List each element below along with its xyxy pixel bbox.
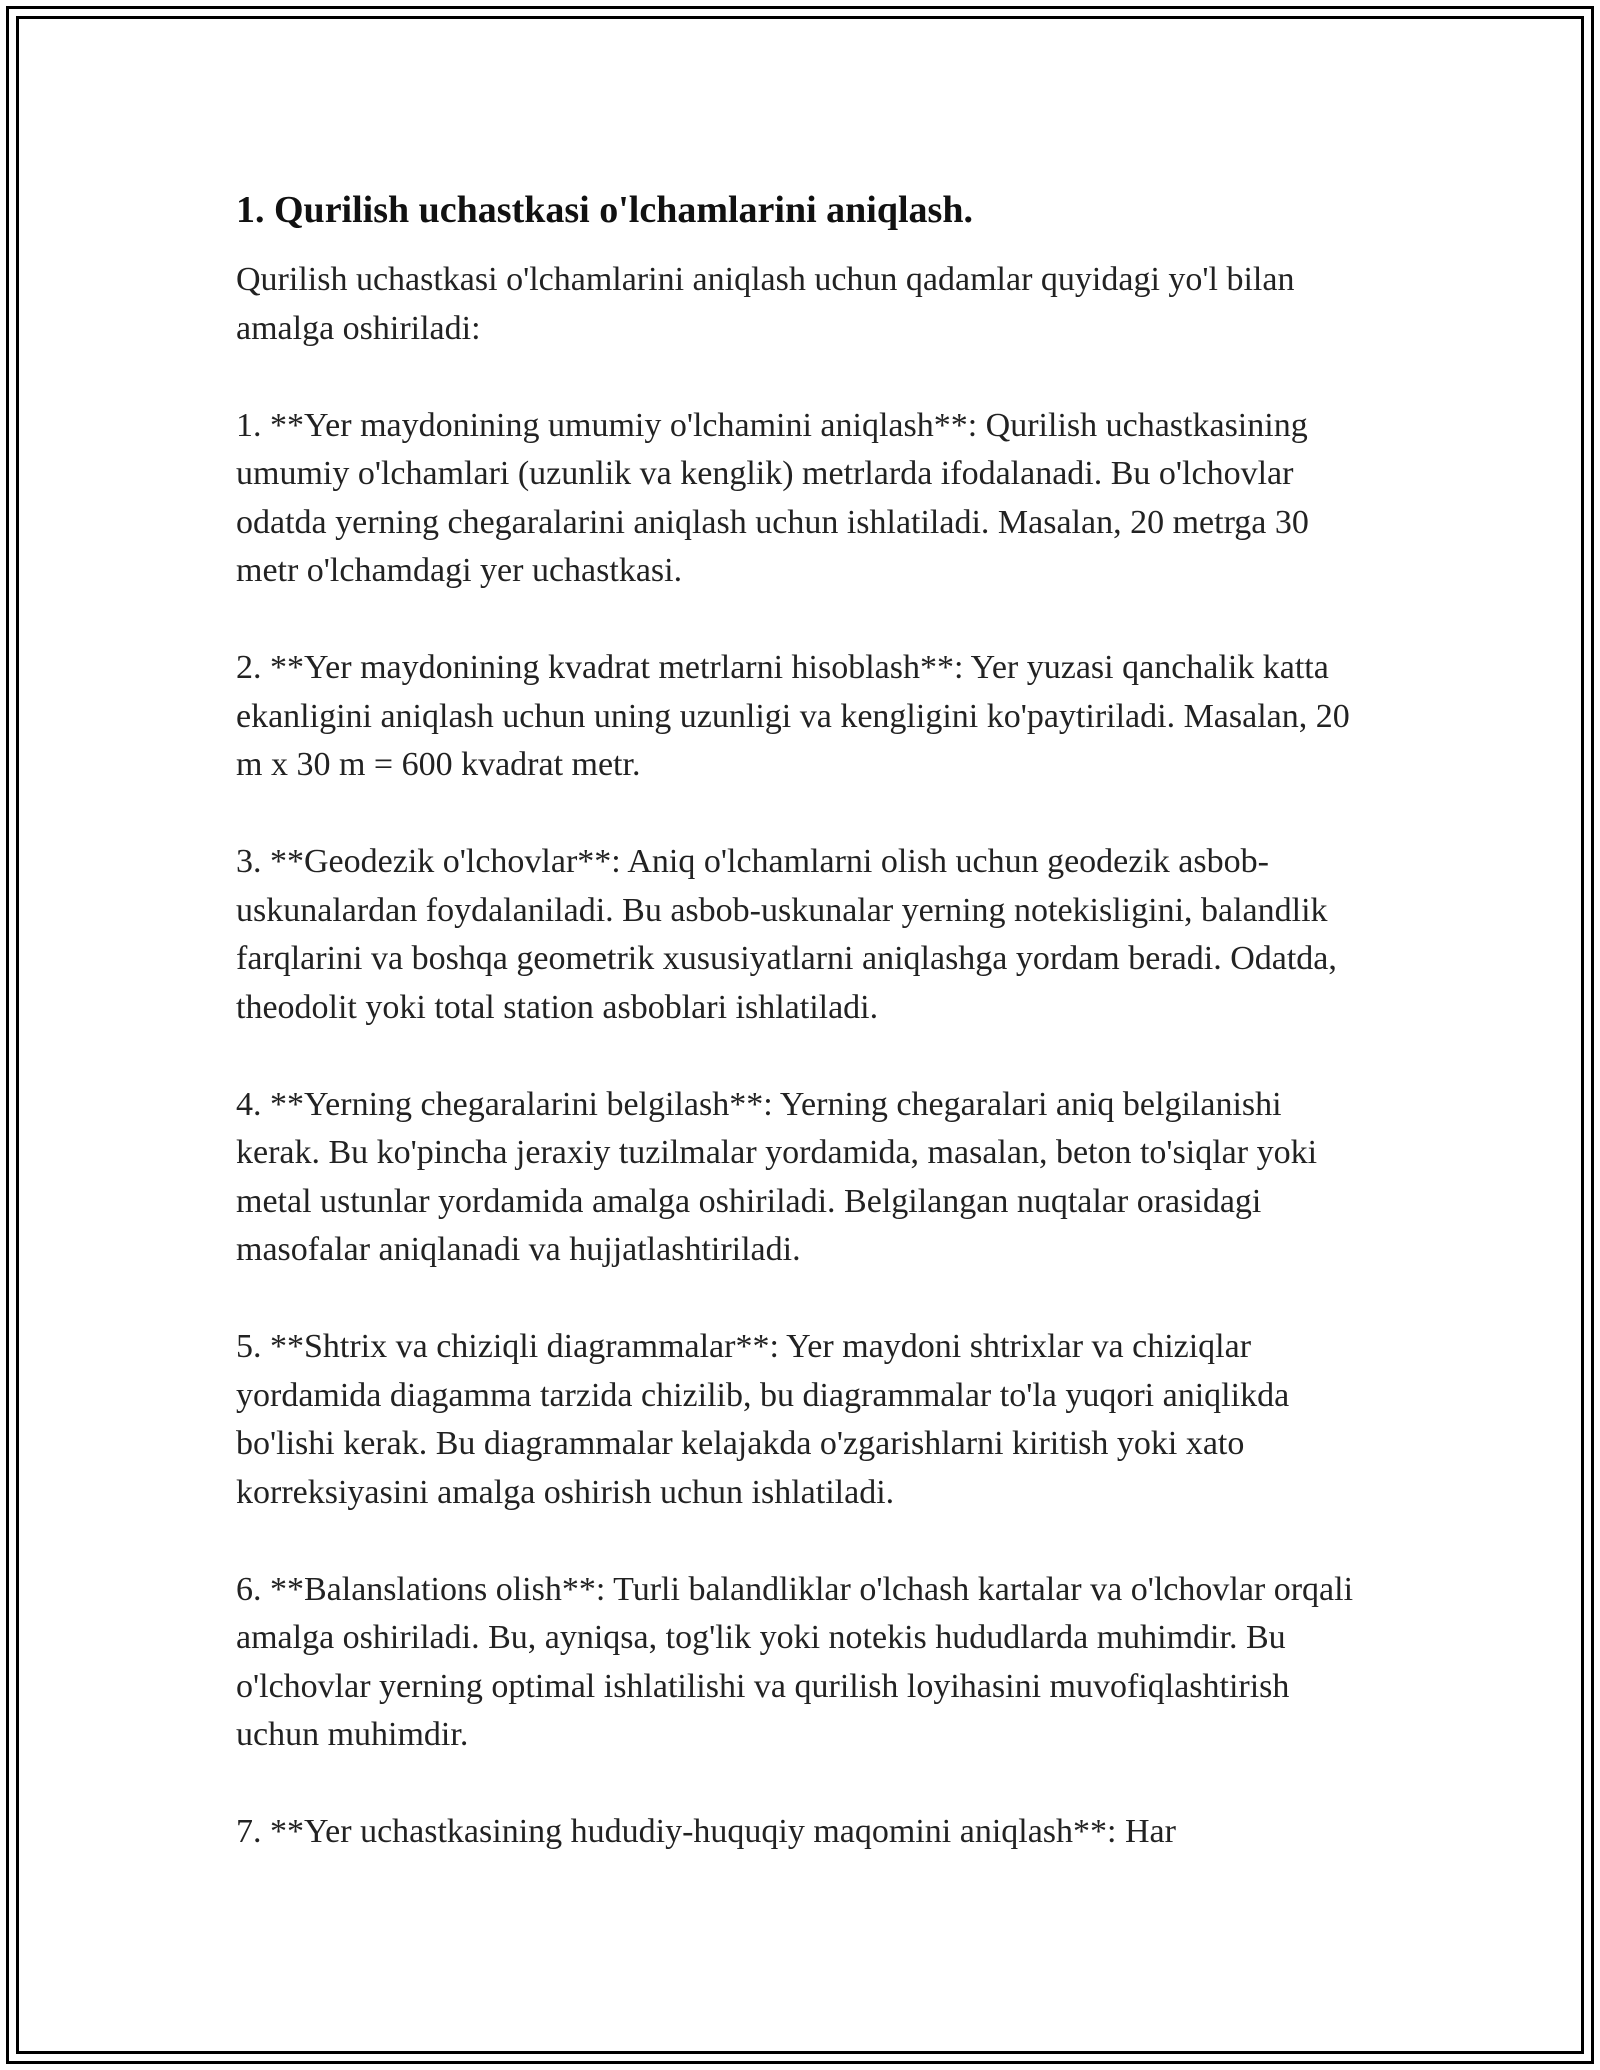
step-5-paragraph: 5. **Shtrix va chiziqli diagrammalar**: Yer maydoni shtrixlar va chiziqlar yordamida diagamma tarzida chizilib, bu diagrammalar to'la yuqori aniqlikda bo'lishi kerak. Bu diagrammalar kelajakda o'zgarishlarni kiritish yoki xato korreksiyasini amalga oshirish uchun ishlatiladi. xyxy=(236,1328,1290,1511)
step-6-paragraph: 6. **Balanslations olish**: Turli balandliklar o'lchash kartalar va o'lchovlar orqali amalga oshiriladi. Bu, ayniqsa, tog'lik yoki notekis hududlarda muhimdir. Bu o'lchovlar yerning optimal ishlatilishi va qurilish loyihasini muvofiqlashtirish uchun muhimdir. xyxy=(236,1570,1354,1753)
document-body xyxy=(236,186,1366,1857)
intro-paragraph: Qurilish uchastkasi o'lchamlarini aniqlash uchun qadamlar quyidagi yo'l bilan amalga oshiriladi: xyxy=(236,261,1295,347)
step-3-paragraph: 3. **Geodezik o'lchovlar**: Aniq o'lchamlarni olish uchun geodezik asbob-uskunalardan foydalaniladi. Bu asbob-uskunalar yerning notekisligini, balandlik farqlarini va boshqa geometrik xususiyatlarni aniqlashga yordam beradi. Odatda, theodolit yoki total station asboblari ishlatiladi. xyxy=(236,843,1337,1026)
step-7-paragraph: 7. **Yer uchastkasining hududiy-huquqiy maqomini aniqlash**: Har xyxy=(236,1813,1176,1850)
step-2-paragraph: 2. **Yer maydonining kvadrat metrlarni hisoblash**: Yer yuzasi qanchalik katta ekanligini aniqlash uchun uning uzunligi va kengligini ko'paytiriladi. Masalan, 20 m x 30 m = 600 kvadrat metr. xyxy=(236,649,1350,783)
section-heading: 1. Qurilish uchastkasi o'lchamlarini aniqlash. xyxy=(236,189,973,231)
step-1-paragraph: 1. **Yer maydonining umumiy o'lchamini aniqlash**: Qurilish uchastkasining umumiy o'lchamlari (uzunlik va kenglik) metrlarda ifodalanadi. Bu o'lchovlar odatda yerning chegaralarini aniqlash uchun ishlatiladi. Masalan, 20 metrga 30 metr o'lchamdagi yer uchastkasi. xyxy=(236,406,1309,589)
step-4-paragraph: 4. **Yerning chegaralarini belgilash**: Yerning chegaralari aniq belgilanishi kerak. Bu ko'pincha jeraxiy tuzilmalar yordamida, masalan, beton to'siqlar yoki metal ustunlar yordamida amalga oshiriladi. Belgilangan nuqtalar orasidagi masofalar aniqlanadi va hujjatlashtiriladi. xyxy=(236,1085,1318,1268)
